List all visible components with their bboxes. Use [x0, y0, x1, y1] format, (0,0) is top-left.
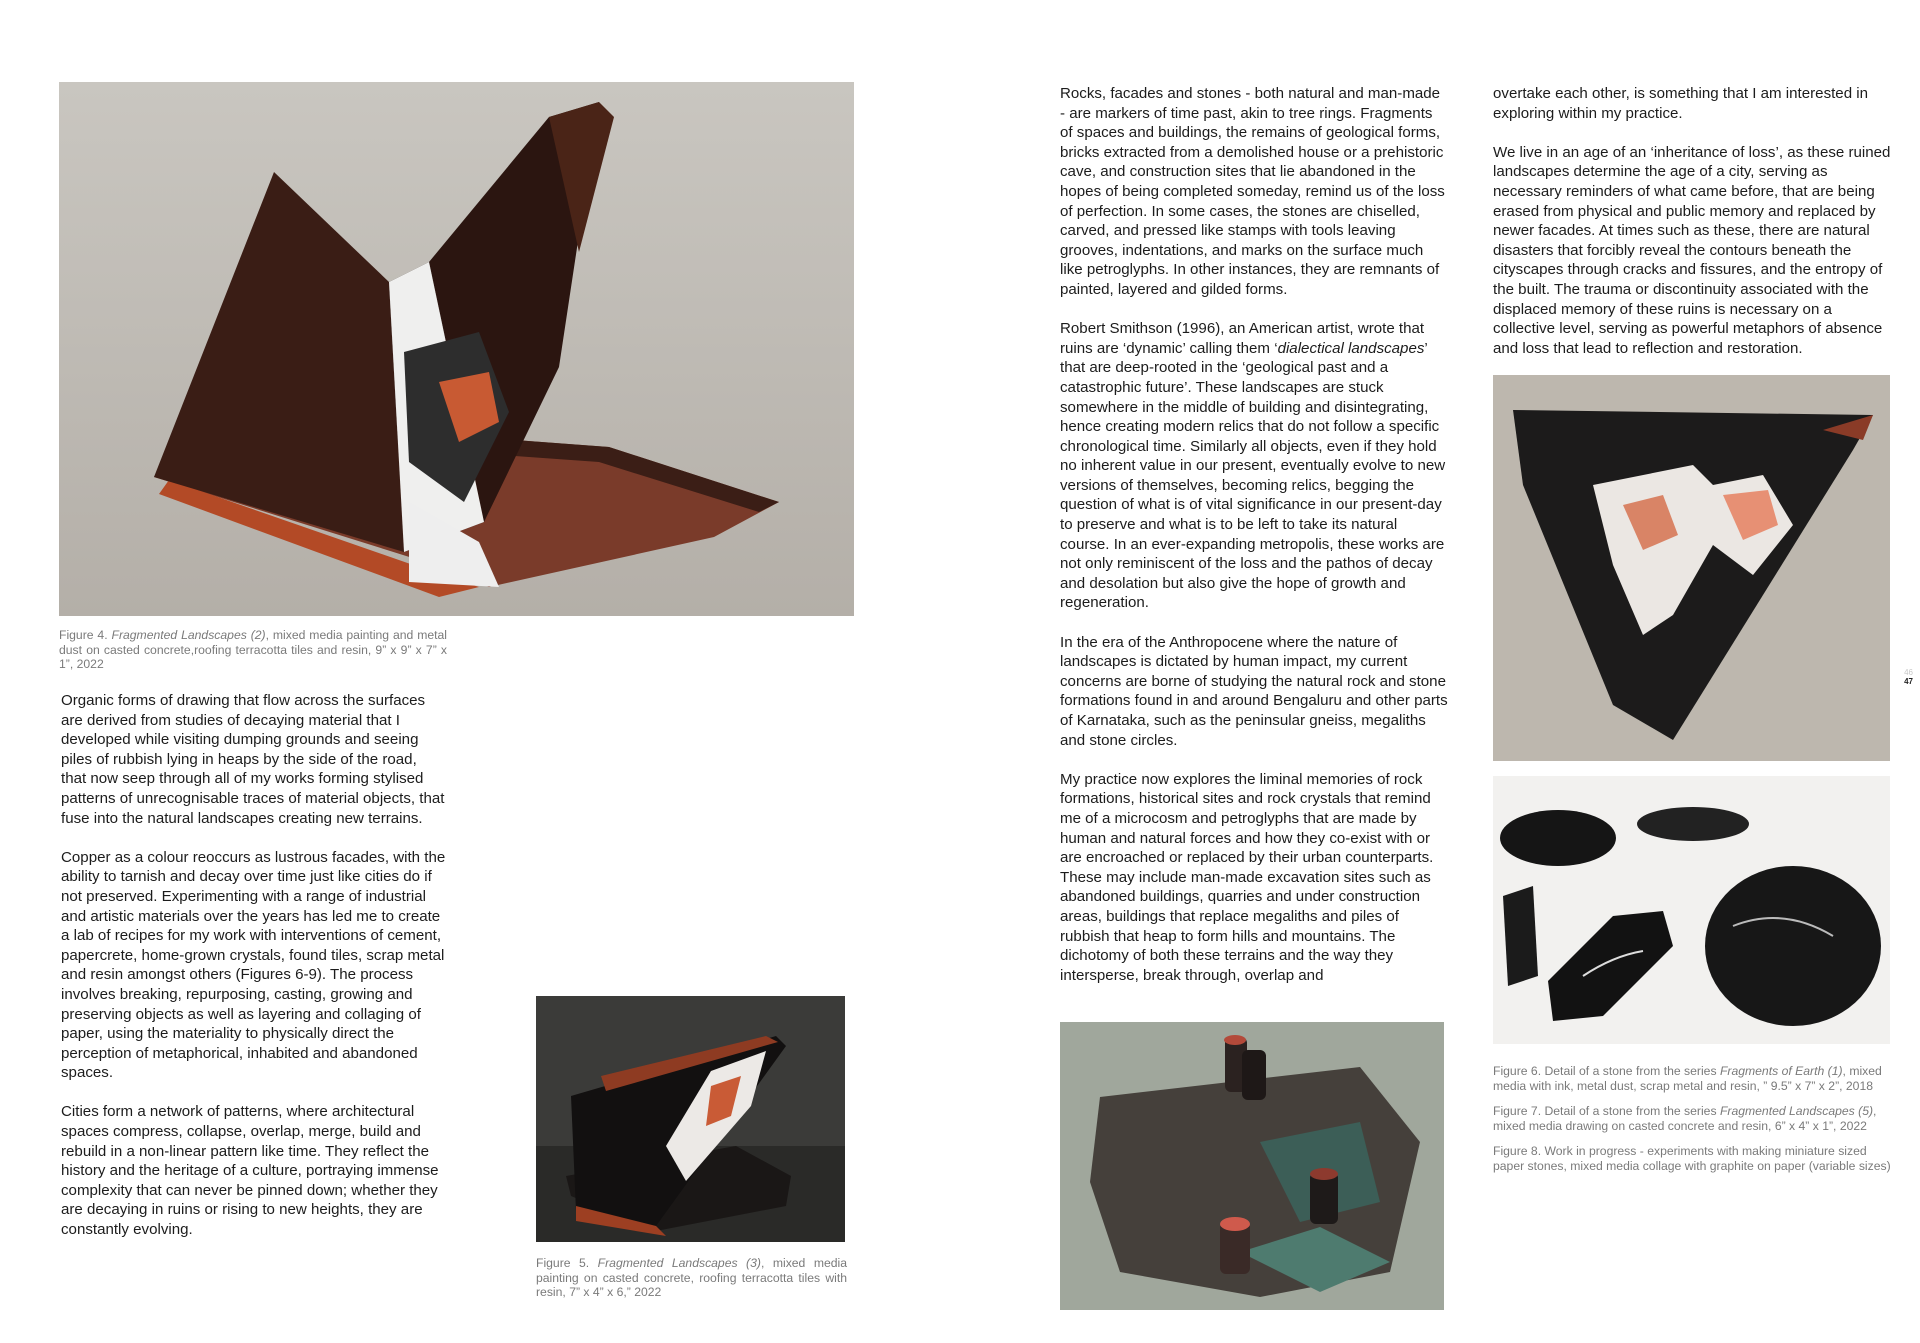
paragraph: Rocks, facades and stones - both natural and man-made - are markers of time past, akin to tree rings. Fragments of spaces and buildings, the remains of geological forms, bricks extracted from a demolished house or a prehistoric cave, and construction sites that lie abandoned in the hopes of being completed someday, remind us of the loss of perfection. In some cases, the stones are chiselled, carved, and pressed like stamps with tools leaving grooves, indentations, and marks on the surface much like petroglyphs. In other instances, they are remnants of painted, layered and gilded forms.	[1060, 85, 1445, 298]
left-text-column	[61, 691, 446, 1259]
caption-label: Figure 7. Detail of a stone from the series	[1493, 1104, 1720, 1119]
paragraph: We live in an age of an ‘inheritance of loss’, as these ruined landscapes determine the age of a city, serving as necessary reminders of what came before, that are being erased from physical and public memory and replaced by newer facades. At times such as these, there are natural disasters that forcibly reveal the contours beneath the cityscapes through cracks and fissures, and the entropy of the built. The trauma or discontinuity associated with the displaced memory of these ruins is necessary on a collective level, serving as powerful metaphors of absence and loss that lead to reflection and restoration.	[1493, 143, 1891, 357]
figure-4-caption	[59, 628, 447, 672]
paragraph-text: ’ that are deep-rooted in the ‘geological past and a catastrophic future’. These landscapes are stuck somewhere in the middle of building and disintegrating, hence creating modern relics that do not follow a specific chronological time. Similarly all objects, even if they hold no inherent value in our present, eventually evolve to new versions of themselves, becoming relics, begging the question of what is of vital significance in our present-day to preserve and what is to be left to take its natural course. In an ever-expanding metropolis, these works are not only reminiscent of the loss and the pathos of decay and desolation but also give the hope of growth and regeneration.	[1060, 339, 1446, 612]
emphasis-term: dialectical landscapes	[1277, 339, 1425, 357]
caption-label: Figure 4.	[59, 628, 112, 642]
figure-5-photo	[536, 996, 845, 1242]
figure-6-caption	[1493, 1064, 1893, 1093]
figure-8-photo	[1493, 776, 1890, 1044]
caption-description: , mixed media painting on casted concrete, roofing terracotta tiles with resin, 7” x 4” x 6,” 2022	[536, 1256, 848, 1300]
caption-title: Fragments of Earth (1)	[1719, 1064, 1843, 1078]
figure-7-caption	[1493, 1104, 1893, 1133]
caption-title: Fragmented Landscapes (2)	[111, 628, 266, 642]
caption-label: Figure 5.	[536, 1256, 598, 1270]
caption-description: , mixed media with ink, metal dust, scrap metal and resin, ” 9.5” x 7” x 2”, 2018	[1493, 1064, 1882, 1093]
paragraph: Organic forms of drawing that flow across the surfaces are derived from studies of decaying material that I developed while visiting dumping grounds and seeing piles of rubbish lying in heaps by the side of the road, that now seep through all of my works forming stylised patterns of unrecognisable traces of material objects, that fuse into the natural landscapes creating new terrains.	[61, 692, 445, 827]
figure-8-caption: Figure 8. Work in progress - experiments with making miniature sized paper stones, mixed media collage with graphite on paper (variable sizes)	[1493, 1144, 1891, 1173]
right-text-column	[1493, 84, 1893, 378]
middle-text-column	[1060, 84, 1448, 1005]
caption-title: Fragmented Landscapes (5)	[1719, 1104, 1874, 1119]
figure-4-photo	[59, 82, 854, 616]
paragraph-text: Robert Smithson (1996), an American artist, wrote that ruins are ‘dynamic’ calling them ‘	[1060, 320, 1425, 357]
figure-captions-group	[1493, 1064, 1893, 1185]
paragraph	[1060, 319, 1448, 613]
caption-label: Figure 6. Detail of a stone from the series	[1493, 1064, 1720, 1078]
figure-5-caption	[536, 1256, 847, 1300]
paragraph: overtake each other, is something that I am interested in exploring within my practice.	[1493, 85, 1869, 122]
caption-title: Fragmented Landscapes (3)	[597, 1256, 761, 1270]
caption-description: , mixed media drawing on casted concrete and resin, 6” x 4” x 1”, 2022	[1493, 1104, 1877, 1133]
page-number-right: 47	[1904, 677, 1913, 686]
figure-6-photo	[1060, 1022, 1444, 1310]
paragraph: In the era of the Anthropocene where the nature of landscapes is dictated by human impact, my current concerns are borne of studying the natural rock and stone formations found in and around Bengaluru and other parts of Karnataka, such as the peninsular gneiss, megaliths and stone circles.	[1060, 633, 1448, 749]
figure-7-photo	[1493, 375, 1890, 761]
paragraph: My practice now explores the liminal memories of rock formations, historical sites and rock crystals that remind me of a microcosm and petroglyphs that are made by human and natural forces and how they co-exist with or are encroached or replaced by their urban counterparts. These may include man-made excavation sites such as abandoned buildings, quarries and under construction areas, buildings that replace megaliths and piles of rubbish that heap to form hills and mountains. The dichotomy of both these terrains and the way they intersperse, break through, overlap and	[1060, 770, 1434, 984]
page-number	[1893, 668, 1913, 686]
paragraph: Cities form a network of patterns, where architectural spaces compress, collapse, overlap, merge, build and rebuild in a non-linear pattern like time. They reflect the history and the heritage of a culture, portraying immense complexity that can never be pinned down; whether they are decaying in ruins or rising to new heights, they are constantly evolving.	[61, 1103, 439, 1239]
page-number-left: 46	[1904, 668, 1913, 677]
paragraph: Copper as a colour reoccurs as lustrous facades, with the ability to tarnish and decay over time just like cities do if not preserved. Experimenting with a range of industrial and artistic materials over the years has led me to create a lab of recipes for my work with interventions of cement, papercrete, home-grown crystals, found tiles, scrap metal and resin amongst others (Figures 6-9). The process involves breaking, repurposing, casting, growing and preserving objects as well as layering and collaging of paper, using the materiality to physically direct the perception of metaphorical, inhabited and abandoned spaces.	[61, 848, 446, 1082]
caption-description: , mixed media painting and metal dust on casted concrete,roofing terracotta tiles and resin, 9” x 9” x 7” x 1”, 2022	[59, 628, 448, 672]
